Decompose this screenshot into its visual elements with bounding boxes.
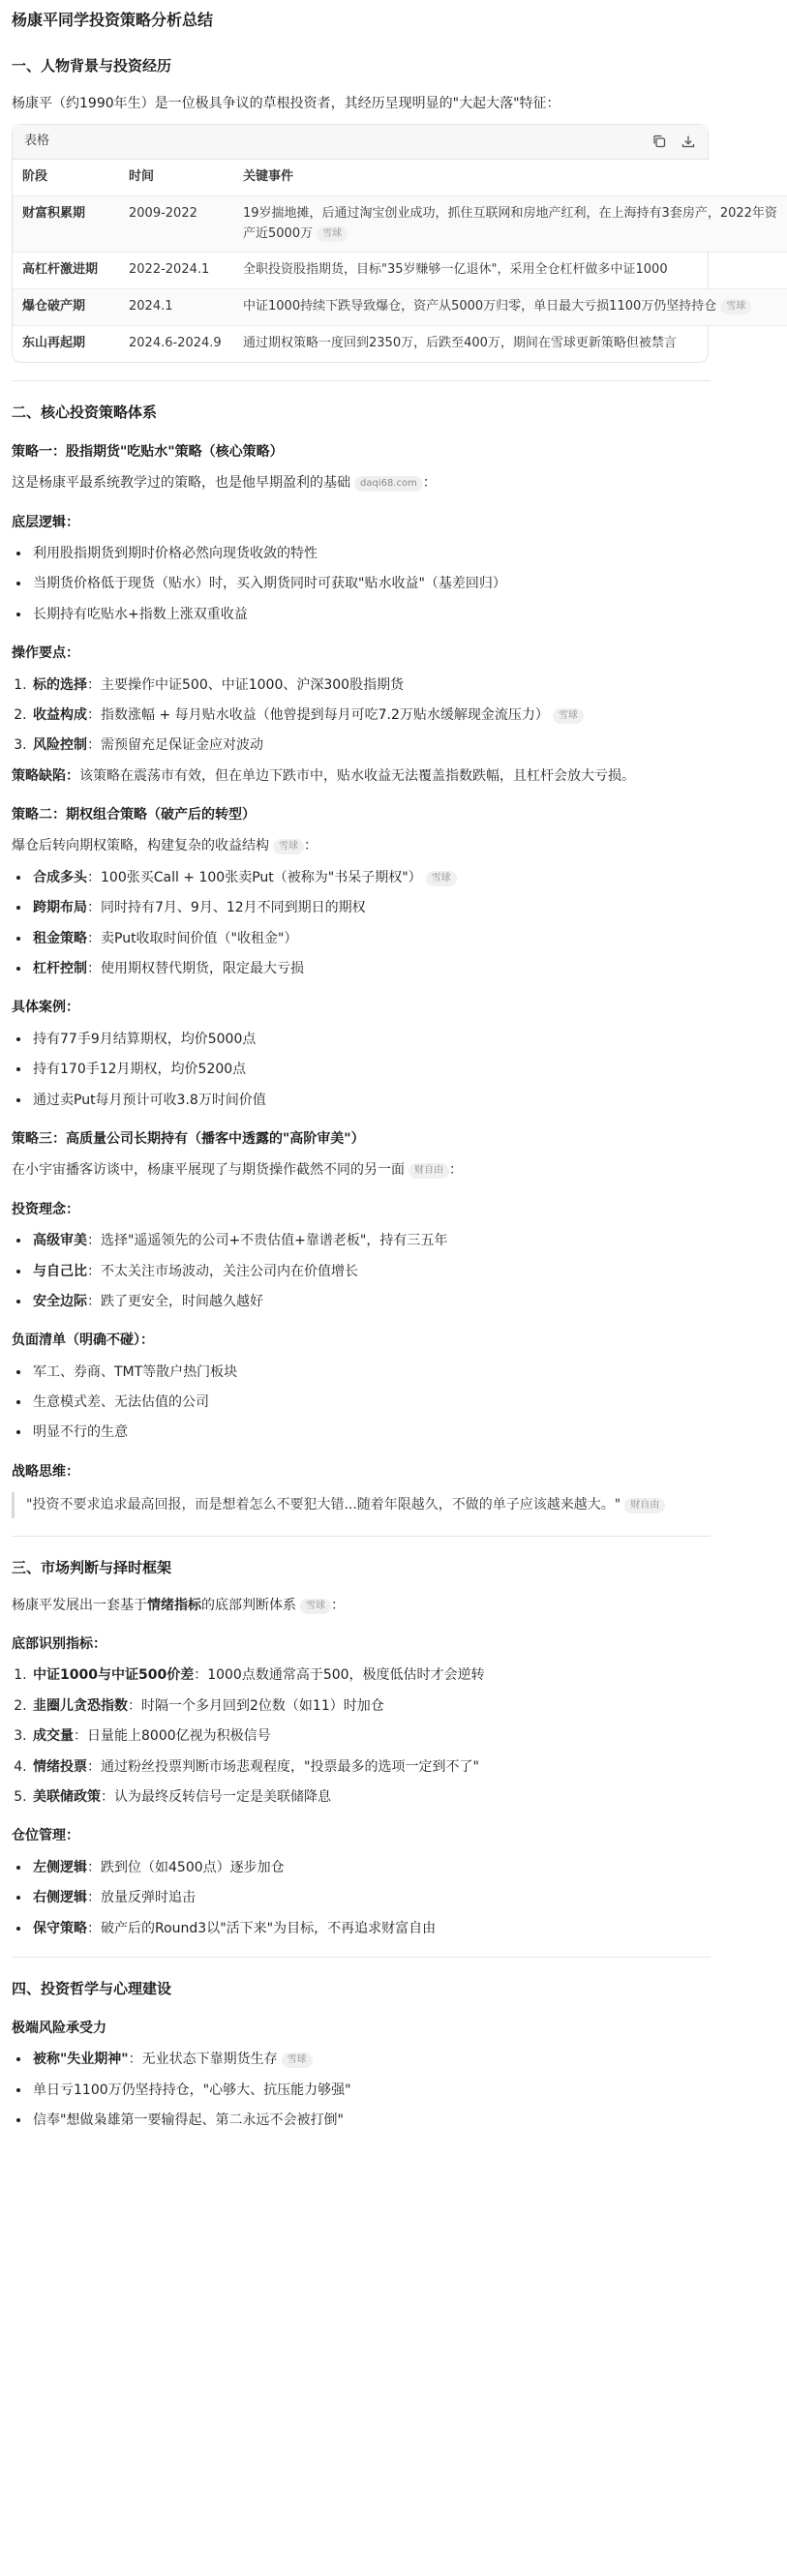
bullet-list (12, 1857, 711, 1939)
cell-text: 19岁揣地摊，后通过淘宝创业成功，抓住互联网和房地产红利，在上海持有3套房产，2022年资产近5000万 (243, 205, 777, 241)
list-item: • 通过卖Put每月预计可收3.8万时间价值 (31, 1090, 711, 1111)
list-item (31, 1230, 711, 1251)
subsection-heading: 战略思维： (12, 1463, 79, 1480)
table-cell (233, 289, 787, 326)
table-label: 表格 (24, 134, 50, 149)
item-text: ：放量反弹时追击 (87, 1890, 196, 1906)
table-row (13, 253, 787, 289)
table-header (13, 125, 708, 160)
section-philosophy (12, 1977, 711, 2132)
table-header-row (13, 160, 787, 195)
page-title: 杨康平同学投资策略分析总结 (12, 11, 214, 29)
paragraph-term: 情绪指标 (147, 1597, 201, 1613)
list-item (31, 2049, 711, 2070)
item-term: 杠杆控制 (33, 961, 87, 977)
item-term: 左侧逻辑 (33, 1859, 87, 1875)
citation-badge[interactable]: 财自由 (624, 1498, 665, 1513)
table-cell (233, 253, 787, 289)
text: 的底部判断体系 (201, 1597, 296, 1613)
text: ： (449, 1162, 463, 1179)
table-cell: 2024.1 (119, 289, 233, 326)
subsection-heading: 底层逻辑： (12, 514, 79, 530)
item-text: ：认为最终反转信号一定是美联储降息 (101, 1789, 331, 1805)
list-item (31, 1261, 711, 1282)
column-header: 时间 (119, 160, 233, 195)
list-item (31, 928, 711, 949)
section-heading: 二、核心投资策略体系 (12, 403, 158, 421)
subsection-heading: 策略二：期权组合策略（破产后的转型） (12, 807, 256, 824)
document (12, 8, 777, 2132)
table-scroll[interactable] (13, 160, 777, 362)
bullet-list (12, 543, 711, 625)
text: 该策略在震荡市有效，但在单边下跌市中，贴水收益无法覆盖指数跌幅，且杠杆会放大亏损。 (79, 767, 635, 784)
download-icon[interactable] (681, 134, 696, 149)
citation-badge[interactable]: 雪球 (282, 2052, 313, 2068)
list-item (31, 867, 711, 888)
list-item (31, 734, 711, 756)
paragraph (12, 1595, 711, 1616)
item-term: 情绪投票 (33, 1758, 87, 1775)
list-item: • 利用股指期货到期时价格必然向现货收敛的特性 (31, 543, 711, 564)
text: ： (304, 838, 318, 854)
list-item (31, 1887, 711, 1908)
table-cell: 爆仓破产期 (13, 289, 119, 326)
subsection-heading: 具体案例： (12, 1000, 79, 1016)
events-table (13, 160, 787, 362)
citation-badge[interactable]: 雪球 (426, 871, 457, 886)
table-row (13, 325, 787, 361)
item-term: 右侧逻辑 (33, 1890, 87, 1906)
table-card (12, 124, 777, 363)
item-text: ：1000点数通常高于500，极度低估时才会逆转 (194, 1667, 485, 1684)
paragraph (12, 835, 711, 856)
list-item (31, 1756, 711, 1778)
item-term: 安全边际 (33, 1293, 87, 1309)
item-term: 合成多头 (33, 869, 87, 885)
citation-badge[interactable]: 雪球 (720, 299, 751, 315)
item-term: 跨期布局 (33, 900, 87, 916)
item-text: ：100张买Call + 100张卖Put（被称为"书呆子期权"） (87, 869, 422, 885)
item-term: 风险控制 (33, 737, 87, 754)
item-term: 中证1000与中证500价差 (33, 1667, 195, 1684)
bullet-list (12, 867, 711, 980)
table-row (13, 289, 787, 326)
item-term: 高级审美 (33, 1233, 87, 1249)
bullet-list (12, 2049, 711, 2131)
item-text: ：同时持有7月、9月、12月不同到期日的期权 (87, 900, 366, 916)
list-item (31, 958, 711, 979)
quote-text: "投资不要求追求最高回报，而是想着怎么不要犯大错...随着年限越久，不做的单子应该越来越大。" (26, 1497, 621, 1513)
paragraph: 杨康平（约1990年生）是一位极具争议的草根投资者，其经历呈现明显的"大起大落"特征： (12, 95, 560, 111)
item-text: ：主要操作中证500、中证1000、沪深300股指期货 (87, 676, 405, 693)
list-item (31, 674, 711, 696)
item-term: 与自己比 (33, 1263, 87, 1279)
list-item: • 当期货价格低于现货（贴水）时，买入期货同时可获取"贴水收益"（基差回归） (31, 573, 711, 594)
item-text: ：使用期权替代期货，限定最大亏损 (87, 961, 304, 977)
paragraph-term: 策略缺陷： (12, 767, 79, 784)
table-cell: 东山再起期 (22, 335, 86, 350)
table-cell: 2024.6-2024.9 (129, 335, 222, 350)
item-term: 美联储政策 (33, 1789, 101, 1805)
item-text: ：破产后的Round3以"活下来"为目标，不再追求财富自由 (87, 1920, 437, 1936)
table-cell: 2022-2024.1 (119, 253, 233, 289)
citation-badge[interactable]: 财自由 (409, 1163, 449, 1179)
citation-badge[interactable]: daqi68.com (354, 476, 423, 492)
paragraph (12, 472, 711, 494)
list-item (31, 1695, 711, 1717)
subsection-heading: 底部识别指标： (12, 1636, 106, 1653)
list-item (31, 1291, 711, 1312)
item-text: ：需预留充足保证金应对波动 (87, 737, 263, 754)
cell-text: 全职投资股指期货，目标"35岁赚够一亿退休"，采用全仓杠杆做多中证1000 (243, 262, 668, 278)
section-heading: 三、市场判断与择时框架 (12, 1558, 172, 1576)
item-text: 单日亏1100万仍坚持持仓，"心够大、抗压能力够强" (33, 2082, 351, 2098)
section-heading: 一、人物背景与投资经历 (12, 56, 172, 75)
list-item: • 持有77手9月结算期权，均价5000点 (31, 1029, 711, 1050)
citation-badge[interactable]: 雪球 (317, 226, 348, 242)
item-text: ：卖Put收取时间价值（"收租金"） (87, 930, 298, 946)
copy-icon[interactable] (651, 134, 667, 149)
subsection-heading: 策略一：股指期货"吃贴水"策略（核心策略） (12, 443, 284, 460)
item-text: ：时隔一个多月回到2位数（如11）时加仓 (128, 1697, 384, 1714)
section-market-timing (12, 1556, 711, 1939)
paragraph (12, 765, 711, 787)
item-term: 收益构成 (33, 706, 87, 723)
item-text: ：跌了更安全，时间越久越好 (87, 1293, 263, 1309)
section-heading: 四、投资哲学与心理建设 (12, 1979, 172, 1997)
numbered-list (12, 1664, 711, 1808)
item-text: ：选择"遥遥领先的公司+不贵估值+靠谱老板"，持有三五年 (87, 1233, 448, 1249)
list-item: • 生意模式差、无法估值的公司 (31, 1392, 711, 1413)
list-item (31, 1786, 711, 1808)
cell-text: 中证1000持续下跌导致爆仓，资产从5000万归零，单日最大亏损1100万仍坚持持仓 (243, 299, 717, 315)
divider (12, 1536, 711, 1537)
section-background (12, 54, 777, 363)
item-text: ：日量能上8000亿视为积极信号 (74, 1728, 271, 1745)
table-row (13, 195, 787, 253)
citation-badge[interactable]: 雪球 (300, 1599, 331, 1614)
table-cell: 财富积累期 (13, 195, 119, 253)
list-item (31, 1664, 711, 1686)
item-term: 标的选择 (33, 676, 87, 693)
list-item: • 军工、券商、TMT等散户热门板块 (31, 1362, 711, 1383)
bullet-list (12, 1362, 711, 1444)
text: ： (331, 1597, 345, 1613)
item-text: ：无业状态下靠期货生存 (128, 2052, 278, 2068)
list-item (31, 1725, 711, 1747)
bullet-list (12, 1230, 711, 1312)
item-term: 被称"失业期神" (33, 2052, 129, 2068)
item-term: 保守策略 (33, 1920, 87, 1936)
item-text: ：不太关注市场波动，关注公司内在价值增长 (87, 1263, 358, 1279)
divider (12, 380, 711, 381)
table-cell: 高杠杆激进期 (13, 253, 119, 289)
table-tools (651, 134, 696, 149)
subsection-heading: 负面清单（明确不碰）： (12, 1333, 154, 1349)
citation-badge[interactable]: 雪球 (273, 839, 304, 854)
item-text: ：通过粉丝投票判断市场悲观程度，"投票最多的选项一定到不了" (87, 1758, 479, 1775)
subsection-heading: 策略三：高质量公司长期持有（播客中透露的"高阶审美"） (12, 1130, 365, 1147)
quote-block (12, 1492, 711, 1517)
list-item (31, 2110, 711, 2131)
subsection-heading: 仓位管理： (12, 1828, 79, 1844)
column-header: 关键事件 (233, 160, 787, 195)
list-item (31, 1857, 711, 1878)
item-term: 成交量 (33, 1728, 74, 1745)
item-text: ：指数涨幅 + 每月贴水收益（他曾提到每月可吃7.2万贴水缓解现金流压力） (87, 706, 549, 723)
list-item: • 长期持有吃贴水+指数上涨双重收益 (31, 604, 711, 625)
paragraph (12, 1159, 711, 1181)
table-cell (233, 325, 787, 361)
text: 爆仓后转向期权策略，构建复杂的收益结构 (12, 838, 269, 854)
item-text: 信奉"想做枭雄第一要输得起、第二永远不会被打倒" (33, 2112, 344, 2129)
list-item: • 明显不行的生意 (31, 1422, 711, 1443)
divider (12, 1957, 711, 1958)
text: 这是杨康平最系统教学过的策略，也是他早期盈利的基础 (12, 475, 350, 492)
item-text: ：跌到位（如4500点）逐步加仓 (87, 1859, 285, 1875)
table-cell (233, 195, 787, 253)
section-strategies (12, 401, 711, 1518)
text: 杨康平发展出一套基于 (12, 1597, 147, 1613)
subsection-heading: 极端风险承受力 (12, 2020, 106, 2036)
list-item (31, 704, 711, 726)
item-term: 租金策略 (33, 930, 87, 946)
subsection-heading: 操作要点： (12, 645, 79, 662)
bullet-list (12, 1029, 711, 1111)
cell-text: 通过期权策略一度回到2350万，后跌至400万，期间在雪球更新策略但被禁言 (243, 335, 677, 350)
numbered-list (12, 674, 711, 757)
item-term: 韭圈儿贪恐指数 (33, 1697, 128, 1714)
table-cell: 2009-2022 (119, 195, 233, 253)
subsection-heading: 投资理念： (12, 1201, 79, 1217)
list-item (31, 1918, 711, 1939)
list-item: • 持有170手12月期权，均价5200点 (31, 1059, 711, 1080)
text: ： (422, 475, 437, 492)
list-item (31, 897, 711, 918)
citation-badge[interactable]: 雪球 (553, 708, 584, 724)
column-header: 阶段 (13, 160, 119, 195)
text: 在小宇宙播客访谈中，杨康平展现了与期货操作截然不同的另一面 (12, 1162, 405, 1179)
list-item (31, 2080, 711, 2101)
